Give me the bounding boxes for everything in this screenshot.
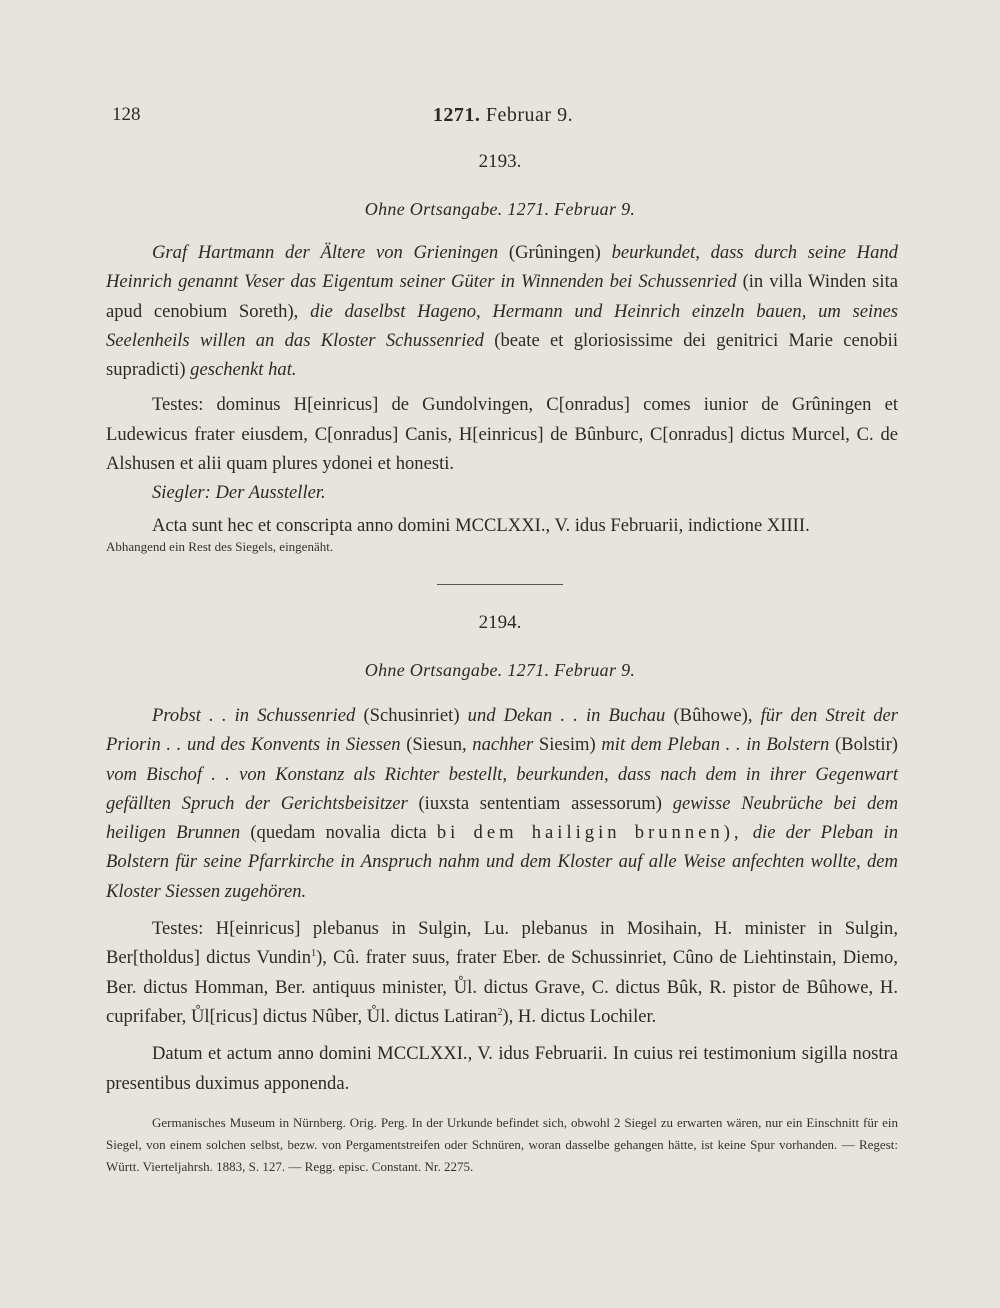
regest-text: beurkundet, dass durch seine Hand Heinrich genannt Veser das Eigentum seiner Güter in Winnenden bei Schussenried <box>106 242 898 293</box>
regest-quote: (Grûningen) <box>508 242 601 263</box>
regest-text: die der Pleban in Bolstern für seine Pfarrkirche in Anspruch nahm und dem Kloster auf alle Weise anfechten wollte, dem Kloster Siessen zugehören. <box>106 822 898 902</box>
doc-number-2193: 2193. <box>478 151 522 172</box>
regest-quote-spaced: bi dem hailigin brunnen), <box>436 822 743 844</box>
regest-quote: (Siesun, <box>406 734 467 756</box>
regest-quote: (quedam novalia dicta <box>250 822 427 844</box>
datum-2194: Datum et actum anno domini MCCLXXI., V. idus Februarii. In cuius rei testimonium sigilla nostra presentibus duximus apponenda. <box>106 1043 898 1094</box>
regest-text: nachher <box>472 734 534 756</box>
acta-2193: Acta sunt hec et conscripta anno domini MCCLXXI., V. idus Februarii, indictione XIIII. <box>152 514 810 536</box>
running-head <box>108 104 898 127</box>
regest-text: Graf Hartmann der Ältere von Grieningen <box>152 242 499 263</box>
regest-2193 <box>106 238 898 384</box>
regest-text: für den Streit der Priorin . . und des Konvents in Siessen <box>106 705 898 756</box>
regest-text: Probst . . in Schussenried <box>152 705 356 726</box>
running-head-year: 1271. <box>432 104 481 126</box>
section-divider <box>437 584 563 585</box>
regest-quote: (in villa Winden sita apud cenobium Soreth), <box>106 271 898 322</box>
note-2194: Germanisches Museum in Nürnberg. Orig. Perg. In der Urkunde befindet sich, obwohl 2 Siegel zu erwarten wären, nur ein Einschnitt für ein Siegel, von einem solchen selbst, bezw. von Pergamentstreifen oder Schnüren, woran dasselbe gehangen hätte, ist keine Spur vorhanden. — Regest: Württ. Vierteljahrsh. 1883, S. 127. — Regg. episc. Constant. Nr. 2275. <box>106 1115 898 1174</box>
dateline-2194: Ohne Ortsangabe. 1271. Februar 9. <box>364 660 636 680</box>
page-number: 128 <box>112 104 141 125</box>
regest-2194 <box>106 701 898 906</box>
document-2193 <box>106 238 898 540</box>
siegler-2193: Siegler: Der Aussteller. <box>152 482 326 504</box>
document-2194 <box>106 701 898 1098</box>
regest-quote: (Schusinriet) <box>363 705 460 726</box>
regest-text: gewisse Neubrüche bei dem heiligen Brunnen <box>106 792 898 844</box>
footnote-marker-2: 2 <box>497 1006 503 1018</box>
running-head-date: Februar 9. <box>485 104 574 126</box>
regest-quote: (beate et gloriosissime dei genitrici Marie cenobii supradicti) <box>106 329 898 381</box>
testes-text: ), Cû. frater suus, frater Eber. de Schussinriet, Cûno de Liehtinstain, Diemo, Ber. dictus Homman, Ber. antiquus minister, Ůl. dictus Grave, C. dictus Bûk, R. pistor de Bûhowe, H. cuprifaber, Ůl[ricus] dictus Nûber, Ůl. dictus Latiran <box>106 947 898 1027</box>
testes-2193: Testes: dominus H[einricus] de Gundolvingen, C[onradus] comes iunior de Grûningen et Ludewicus frater eiusdem, C[onradus] Canis, H[einricus] de Bûnburc, C[onradus] dictus Murcel, C. de Alshusen et alii quam plures ydonei et honesti. <box>106 394 898 475</box>
page-header <box>108 104 898 134</box>
regest-quote: (Bûhowe), <box>673 705 753 726</box>
regest-text: mit dem Pleban . . in Bolstern <box>601 734 830 756</box>
note-2193: Abhangend ein Rest des Siegels, eingenäht. <box>106 539 334 554</box>
doc-number-2194: 2194. <box>478 612 522 633</box>
footnote-marker-1: 1 <box>311 948 317 960</box>
regest-quote: (Bolstir) <box>834 734 898 756</box>
regest-text: und Dekan . . in Buchau <box>467 705 666 726</box>
regest-quote: (iuxsta sententiam assessorum) <box>418 792 662 814</box>
testes-text: ), H. dictus Lochiler. <box>502 1005 657 1027</box>
testes-2194 <box>106 914 898 1031</box>
regest-text: die daselbst Hageno, Hermann und Heinrich einzeln bauen, um seines Seelenheils willen an das Kloster Schussenried <box>106 300 898 351</box>
regest-text: geschenkt hat. <box>190 359 297 381</box>
regest-quote: Siesim) <box>538 734 596 756</box>
dateline-2193: Ohne Ortsangabe. 1271. Februar 9. <box>364 199 636 219</box>
testes-text: Testes: H[einricus] plebanus in Sulgin, Lu. plebanus in Mosihain, H. minister in Sulgin, Ber[tholdus] dictus Vundin <box>106 918 898 969</box>
regest-text: vom Bischof . . von Konstanz als Richter bestellt, beurkunden, dass nach dem in ihrer Gegenwart gefällten Spruch der Gerichtsbeisitzer <box>106 763 898 814</box>
